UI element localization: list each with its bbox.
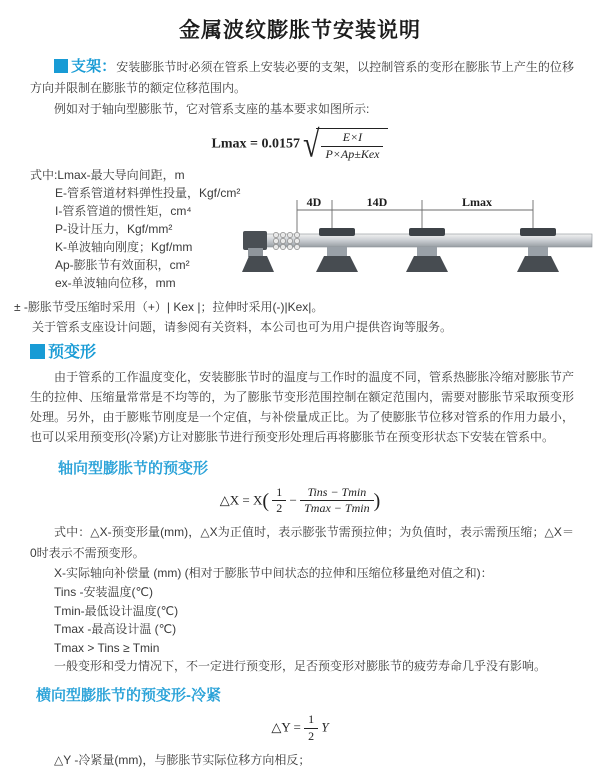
pipe-support-diagram bbox=[240, 190, 595, 290]
definition-line: I-管系管道的惯性矩，cm⁴ bbox=[55, 203, 192, 218]
lmax-denominator: P×Ap±Kex bbox=[325, 146, 380, 161]
lmax-formula-lhs: Lmax = 0.0157 bbox=[211, 136, 300, 152]
temperature-line: Tins -安装温度(℃) bbox=[54, 585, 154, 600]
plus-minus-note: ± -膨胀节受压缩时采用（+）| Kex |；拉伸时采用(-)|Kex|。 bbox=[14, 299, 324, 314]
definition-lead: 式中:Lmax-最大导向间距，m bbox=[30, 167, 185, 182]
definition-line: P-设计压力，Kgf/mm² bbox=[55, 221, 173, 236]
lateral-coldpull-formula bbox=[0, 713, 600, 744]
lmax-numerator: E×I bbox=[321, 131, 383, 147]
lateral-formula-lhs: △Y = bbox=[271, 719, 301, 735]
predeform-heading-label: 预变形 bbox=[48, 343, 97, 361]
axial-explain-paragraph: 式中：△X-预变形量(mm)，△X为正值时，表示膨张节需预拉伸；为负值时，表示需预压缩；△X＝0时表示不需预变形。 bbox=[30, 525, 574, 561]
closing-line: 一般变形和受力情况下，不一定进行预变形，足否预变形对膨胀节的疲劳寿命几乎没有影响。 bbox=[54, 659, 547, 674]
axial-predeform-formula bbox=[0, 486, 600, 517]
definition-line: ex-单波轴向位移，mm bbox=[55, 275, 176, 290]
definition-line: K-单波轴向刚度；Kgf/mm bbox=[55, 239, 193, 254]
half-numerator: 1 bbox=[272, 486, 286, 502]
predeform-body-paragraph: 由于管系的工作温度变化，安装膨胀节时的温度与工作时的温度不同，管系热膨胀冷缩对膨胀节产生的拉伸、压缩量常常是不均等的，为了膨胀节变形范围控制在额定范围内，需要对膨胀节采取预变形处理。另外，由于膨账节刚度是一个定值，与补偿量成正比。为了使膨胀节位移对管系的作用力最小，也可以采用预变形(冷紧)方让对膨胀节进行预变形处理后再将膨胀节在预变形状态下安装在管系中。 bbox=[30, 369, 574, 444]
guide-support bbox=[316, 228, 358, 272]
bracket-intro-text: 安装膨胀节时必须在管系上安装必要的支架，以控制管系的变形在膨胀节上产生的位移方向并限制在膨胀节的额定位移范围内。 bbox=[30, 60, 574, 95]
guide-support bbox=[517, 228, 559, 272]
guide-support bbox=[406, 228, 448, 272]
axial-formula-lhs: △X = X bbox=[219, 491, 263, 507]
dim-label-14d: 14D bbox=[366, 194, 388, 209]
half-denominator: 2 bbox=[308, 728, 315, 743]
bracket-intro-paragraph bbox=[30, 56, 574, 99]
one-half-fraction bbox=[272, 486, 286, 517]
temperature-line: Tmax > Tins ≥ Tmin bbox=[54, 640, 160, 655]
example-line: 例如对于轴向型膨胀节，它对管系支座的基本要求如图所示: bbox=[54, 102, 370, 116]
temperature-line: Tmax -最高设计温 (℃) bbox=[54, 622, 177, 637]
lateral-subsection-heading: 横向型膨胀节的预变形-冷紧 bbox=[36, 687, 221, 705]
x-definition-line: X-实际轴向补偿量 (mm) (相对于膨胀节中间状态的拉伸和压缩位移量绝对值之和)： bbox=[54, 566, 493, 581]
lmax-fraction bbox=[321, 131, 383, 162]
lateral-formula-rhs: Y bbox=[321, 719, 329, 735]
one-half-fraction bbox=[304, 713, 318, 744]
lmax-radicand bbox=[316, 128, 388, 162]
sqrt-icon: √ bbox=[303, 123, 320, 165]
half-numerator: 1 bbox=[304, 713, 318, 729]
axial-subsection-heading: 轴向型膨胀节的预变形 bbox=[58, 459, 209, 477]
consult-note: 关于管系支座设计问题，请参阅有关资料，本公司也可为用户提供咨询等服务。 bbox=[32, 319, 453, 334]
bracket-heading-label: 支架： bbox=[71, 58, 117, 75]
bracket-section-heading bbox=[54, 58, 116, 75]
predeform-section-heading bbox=[30, 343, 600, 363]
dim-label-4d: 4D bbox=[306, 194, 322, 209]
close-paren: ) bbox=[373, 489, 381, 512]
half-denominator: 2 bbox=[276, 501, 283, 516]
temp-numerator: Tins − Tmin bbox=[300, 486, 373, 502]
definition-line: Ap-膨胀节有效面积，cm² bbox=[55, 257, 190, 272]
section-marker-icon bbox=[54, 59, 68, 73]
minus-sign: − bbox=[289, 491, 297, 507]
page-title: 金属波纹膨胀节安装说明 bbox=[179, 19, 421, 42]
cold-pull-note: △Y -冷紧量(mm)，与膨胀节实际位移方向相反； bbox=[54, 752, 311, 767]
lmax-formula bbox=[0, 123, 600, 165]
open-paren: ( bbox=[262, 489, 270, 512]
temperature-fraction bbox=[300, 486, 373, 517]
temp-denominator: Tmax − Tmin bbox=[304, 501, 370, 516]
dim-label-lmax: Lmax bbox=[462, 194, 492, 209]
temperature-line: Tmin-最低设计温度(℃) bbox=[54, 603, 179, 618]
definitions-and-diagram bbox=[0, 166, 600, 294]
definition-line: E-管系管道材料弹性投量，Kgf/cm² bbox=[55, 185, 241, 200]
section-marker-icon bbox=[30, 344, 45, 359]
